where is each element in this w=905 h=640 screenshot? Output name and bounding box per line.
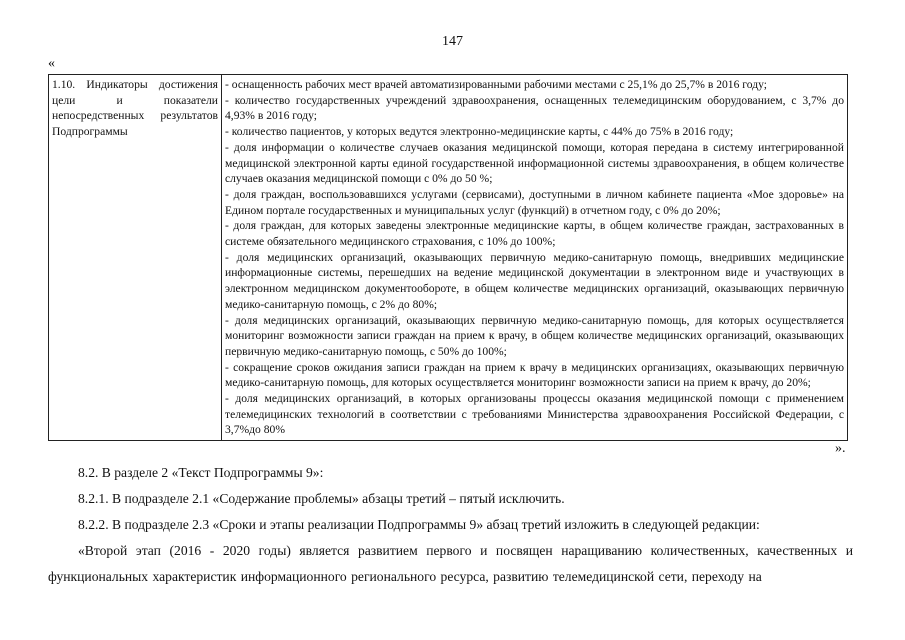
indicator-item: - сокращение сроков ожидания записи граждан на прием к врачу в медицинских организациях, оказывающих первичную медико-санитарную помощь, для которых осуществляется мониторинг возможности записи на прием к врачу, до 20%; xyxy=(225,360,844,390)
paragraph-8-2: 8.2. В разделе 2 «Текст Подпрограммы 9»: xyxy=(78,465,324,480)
paragraph-8-2-2: 8.2.2. В подразделе 2.3 «Сроки и этапы реализации Подпрограммы 9» абзац третий изложить в следующей редакции: xyxy=(78,517,760,532)
indicator-item: - доля медицинских организаций, оказывающих первичную медико-санитарную помощь, внедривших медицинские информационные системы, перешедших на ведение медицинской документации в электронном виде и участвующих в электронном медицинском документообороте, в общем количестве медицинских организаций, оказывающих первичную медико-санитарную помощь, с 2% до 80%; xyxy=(225,250,844,311)
indicator-item: - доля медицинских организаций, в которых организованы процессы оказания медицинской помощи с применением телемедицинских технологий в соответствии с требованиями Министерства здравоохранения Российской Федерации, с 3,7%до 80% xyxy=(225,392,844,437)
table-row xyxy=(49,75,848,441)
paragraph-8-2-1: 8.2.1. В подразделе 2.1 «Содержание проблемы» абзацы третий – пятый исключить. xyxy=(78,491,565,506)
paragraph-second-stage: «Второй этап (2016 - 2020 годы) является развитием первого и посвящен наращиванию количественных, качественных и функциональных характеристик информационного регионального ресурса, развитию телемедицинской сети, переходу на xyxy=(48,543,853,584)
opening-quote: « xyxy=(48,56,55,71)
indicator-item: - количество государственных учреждений здравоохранения, оснащенных телемедицинским оборудованием, с 3,7% до 4,93% в 2016 году; xyxy=(225,93,844,123)
closing-quote: ». xyxy=(835,441,846,456)
indicator-item: - доля медицинских организаций, оказывающих первичную медико-санитарную помощь, для которых осуществляется мониторинг возможности записи граждан на прием к врачу, в общем количестве медицинских организаций, оказывающих первичную медико-санитарную помощь, с 50% до 100%; xyxy=(225,313,844,358)
indicator-item: - оснащенность рабочих мест врачей автоматизированными рабочими местами с 25,1% до 25,7% в 2016 году; xyxy=(225,78,767,91)
indicator-item: - доля граждан, воспользовавшихся услугами (сервисами), доступными в личном кабинете пациента «Мое здоровье» на Едином портале государственных и муниципальных услуг (функций) в отчетном году, с 0% до 20%; xyxy=(225,187,844,217)
section-label-cell: 1.10. Индикаторы достижения цели и показатели непосредственных результатов Подпрограммы xyxy=(49,75,222,441)
indicators-cell xyxy=(222,75,848,441)
indicator-item: - доля информации о количестве случаев оказания медицинской помощи, которая передана в систему интегрированной медицинской электронной карты единой государственной информационной системы здравоохранения, в общем количестве случаев оказания медицинской помощи с 0% до 50 %; xyxy=(225,140,844,186)
indicator-item: - количество пациентов, у которых ведутся электронно-медицинские карты, с 44% до 75% в 2016 году; xyxy=(225,125,734,139)
indicators-table xyxy=(48,74,848,441)
page-number: 147 xyxy=(442,34,463,49)
indicator-item: - доля граждан, для которых заведены электронные медицинские карты, в общем количестве граждан, застрахованных в системе обязательного медицинского страхования, с 10% до 100%; xyxy=(225,219,844,249)
